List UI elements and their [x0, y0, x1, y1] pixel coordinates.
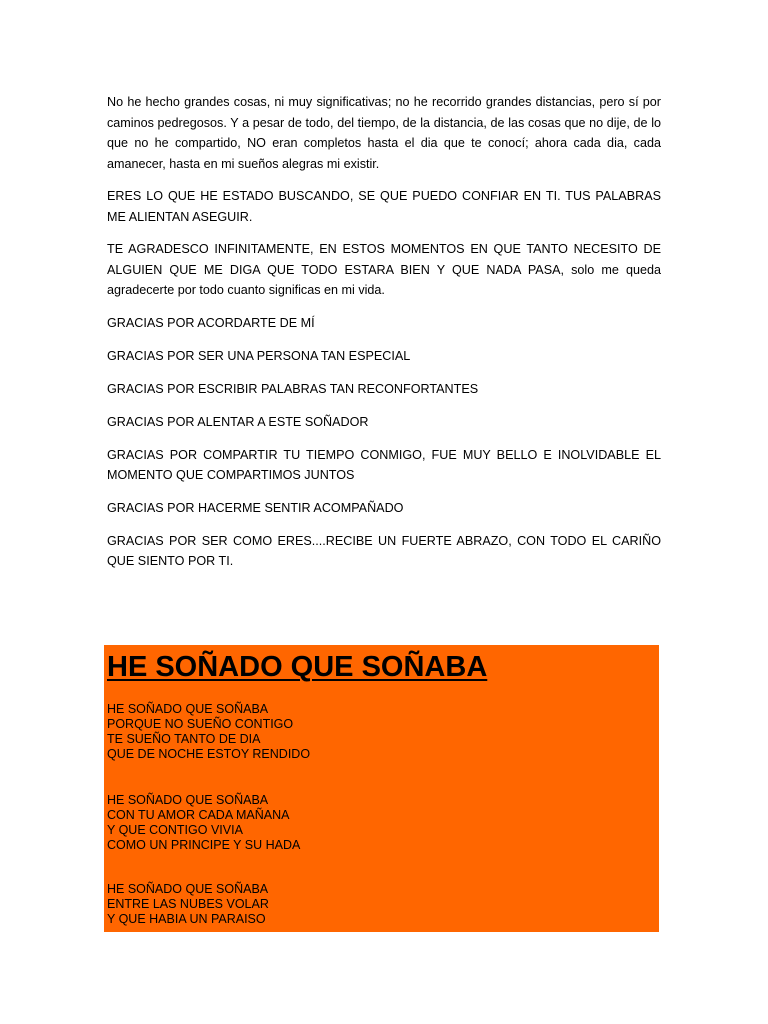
poem-stanza: [107, 793, 300, 853]
poem-stanza: [107, 702, 310, 762]
poem-line: HE SOÑADO QUE SOÑABA: [107, 702, 269, 716]
poem-title: HE SOÑADO QUE SOÑABA: [107, 651, 488, 683]
poem-line: ENTRE LAS NUBES VOLAR: [107, 897, 269, 911]
letter-paragraph: TE AGRADESCO INFINITAMENTE, EN ESTOS MOMENTOS EN QUE TANTO NECESITO DE ALGUIEN QUE ME DIGA QUE TODO ESTARA BIEN Y QUE NADA PASA, solo me queda agradecerte por todo cuanto significas en mi vida.: [107, 242, 661, 297]
poem-line: Y QUE HABIA UN PARAISO: [107, 912, 266, 926]
poem-line: HE SOÑADO QUE SOÑABA: [107, 793, 269, 807]
letter-paragraph: ERES LO QUE HE ESTADO BUSCANDO, SE QUE PUEDO CONFIAR EN TI. TUS PALABRAS ME ALIENTAN ASEGUIR.: [107, 189, 661, 224]
poem-line: QUE DE NOCHE ESTOY RENDIDO: [107, 747, 311, 761]
poem-line: HE SOÑADO QUE SOÑABA: [107, 882, 269, 896]
gratitude-line: GRACIAS POR ACORDARTE DE MÍ: [107, 315, 315, 330]
gratitude-line: GRACIAS POR SER UNA PERSONA TAN ESPECIAL: [107, 348, 411, 363]
closing-line: GRACIAS POR SER COMO ERES....RECIBE UN FUERTE ABRAZO, CON TODO EL CARIÑO QUE SIENTO POR TI.: [107, 533, 661, 568]
poem-line: CON TU AMOR CADA MAÑANA: [107, 808, 290, 822]
gratitude-line: GRACIAS POR ALENTAR A ESTE SOÑADOR: [107, 414, 369, 429]
letter-body: [107, 92, 661, 584]
letter-paragraph: No he hecho grandes cosas, ni muy significativas; no he recorrido grandes distancias, pero sí por caminos pedregosos. Y a pesar de todo, del tiempo, de la distancia, de las cosas que no dije, de lo que no he compartido, NO eran completos hasta el dia que te conocí; ahora cada dia, cada amanecer, hasta en mi sueños alegras mi existir.: [107, 95, 661, 171]
poem-stanza: [107, 882, 269, 927]
poem-box: [104, 645, 659, 932]
gratitude-line: GRACIAS POR ESCRIBIR PALABRAS TAN RECONFORTANTES: [107, 381, 479, 396]
poem-line: Y QUE CONTIGO VIVIA: [107, 823, 243, 837]
gratitude-line: GRACIAS POR COMPARTIR TU TIEMPO CONMIGO, FUE MUY BELLO E INOLVIDABLE EL MOMENTO QUE COMPARTIMOS JUNTOS: [107, 447, 661, 482]
poem-line: COMO UN PRINCIPE Y SU HADA: [107, 838, 301, 852]
poem-line: TE SUEÑO TANTO DE DIA: [107, 732, 261, 746]
gratitude-line: GRACIAS POR HACERME SENTIR ACOMPAÑADO: [107, 500, 404, 515]
poem-line: PORQUE NO SUEÑO CONTIGO: [107, 717, 294, 731]
